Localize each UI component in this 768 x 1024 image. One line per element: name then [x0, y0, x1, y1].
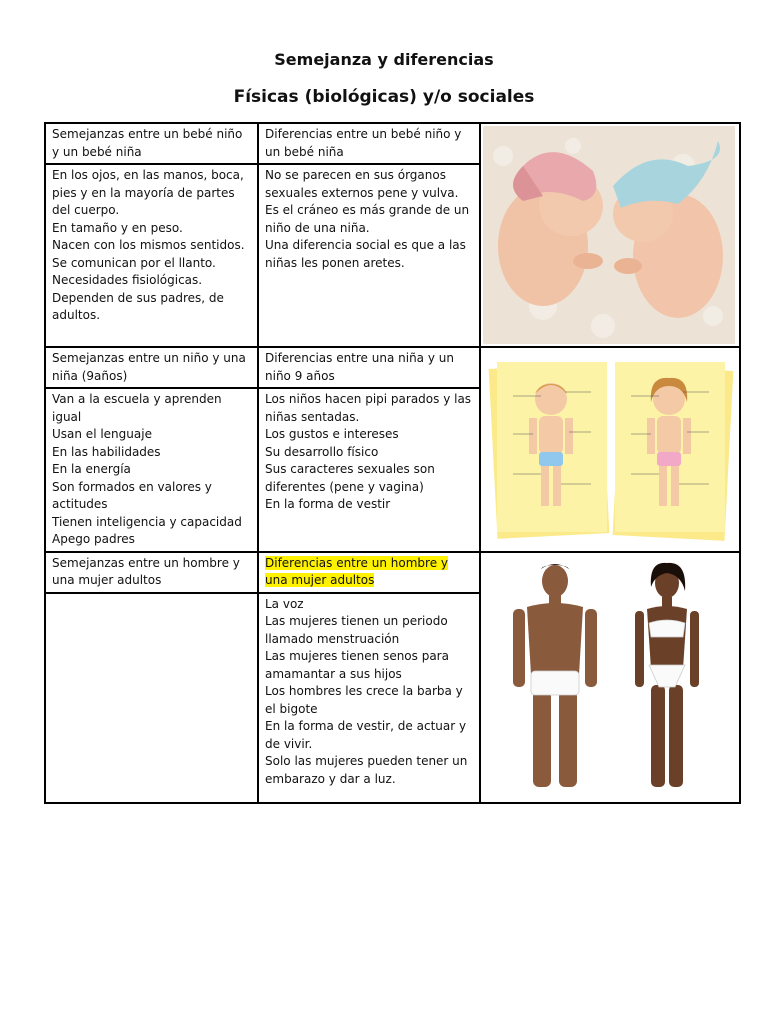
row3-left-header: Semejanzas entre un hombre y una mujer adultos — [45, 552, 258, 593]
list-item: En la forma de vestir, de actuar y de vivir. — [265, 719, 467, 751]
row3-left-list — [45, 593, 258, 803]
list-item: Necesidades fisiológicas. — [52, 273, 203, 288]
list-item: Las mujeres tienen senos para amamantar a sus hijos — [265, 649, 449, 681]
list-item: En la forma de vestir — [265, 497, 391, 511]
list-item: Sus caracteres sexuales son diferentes (pene y vagina) — [265, 462, 435, 494]
list-item: Solo las mujeres pueden tener un embarazo y dar a luz. — [265, 754, 468, 786]
children-anatomy-cards — [483, 354, 737, 544]
list-item: Son formados en valores y actitudes — [52, 479, 212, 511]
list-item: Las mujeres tienen un periodo llamado menstruación — [265, 614, 448, 646]
row3-mid-header — [258, 552, 480, 593]
adults-anatomy-illustration — [483, 557, 737, 797]
list-item: En las habilidades — [52, 444, 161, 459]
list-item: Es el cráneo es más grande de un niño de una niña. — [265, 203, 470, 235]
list-item: Los niños hacen pipi parados y las niñas sentadas. — [265, 392, 472, 424]
list-item: Los gustos e intereses — [265, 427, 399, 441]
list-item: Usan el lenguaje — [52, 427, 152, 441]
row2-left-list — [45, 388, 258, 552]
row2-mid-header: Diferencias entre una niña y un niño 9 años — [258, 347, 480, 388]
list-item: Una diferencia social es que a las niñas les ponen aretes. — [265, 238, 466, 270]
babies-photo-cell — [480, 123, 740, 347]
list-item: Van a la escuela y aprenden igual — [52, 392, 222, 424]
list-item: Nacen con los mismos sentidos. — [52, 238, 245, 253]
list-item: En tamaño y en peso. — [52, 220, 183, 235]
list-item: No se parecen en sus órganos sexuales externos pene y vulva. — [265, 168, 459, 200]
list-item: Se comunican por el llanto. — [52, 255, 216, 270]
row2-mid-list — [258, 388, 480, 552]
row1-left-header: Semejanzas entre un bebé niño y un bebé niña — [45, 123, 258, 164]
row1-left-list — [45, 164, 258, 347]
list-item: En los ojos, en las manos, boca, pies y en la mayoría de partes del cuerpo. — [52, 168, 244, 218]
comparison-table — [44, 122, 741, 804]
row1-mid-header: Diferencias entre un bebé niño y un bebé niña — [258, 123, 480, 164]
list-item: La voz — [265, 596, 304, 611]
page-title: Semejanza y diferencias — [274, 50, 494, 69]
children-cards-cell — [480, 347, 740, 552]
list-item: Los hombres les crece la barba y el bigote — [265, 684, 463, 716]
babies-photo — [483, 126, 737, 344]
highlighted-header: Diferencias entre un hombre y una mujer adultos — [265, 555, 448, 587]
row2-left-header: Semejanzas entre un niño y una niña (9años) — [45, 347, 258, 388]
row1-mid-list — [258, 164, 480, 347]
list-item: Apego padres — [52, 532, 135, 546]
adults-illustration-cell — [480, 552, 740, 803]
list-item: Su desarrollo físico — [265, 444, 379, 459]
list-item: Dependen de sus padres, de adultos. — [52, 290, 224, 323]
list-item: Tienen inteligencia y capacidad — [52, 514, 242, 529]
row3-mid-list — [258, 593, 480, 803]
list-item: En la energía — [52, 462, 131, 476]
page-subtitle: Físicas (biológicas) y/o sociales — [233, 87, 535, 107]
